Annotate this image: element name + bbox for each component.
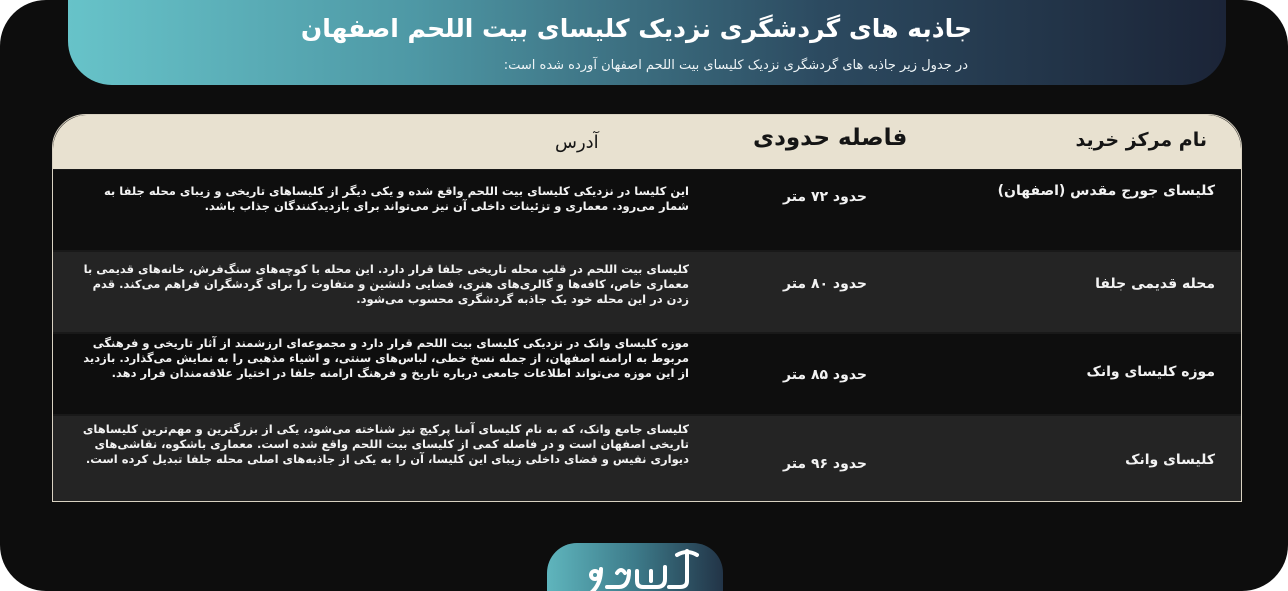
column-header-distance: فاصله حدودی [753, 125, 908, 151]
attraction-distance: حدود ۸۵ متر [783, 367, 867, 383]
attraction-address: کلیسای جامع وانک، که به نام کلیسای آمنا پرکیچ نیز شناخته می‌شود، یکی از بزرگترین و مهم‌ترین کلیساهای تاریخی اصفهان است و در فاصله کمی از کلیسای بیت اللحم واقع شده است. معماری باشکوه، نقاشی‌های دیواری نفیس و فضای داخلی زیبای این کلیسا، آن را به یکی از جاذبه‌های اصلی محله جلفا تبدیل کرده است. [82, 422, 689, 466]
attractions-table [52, 114, 1242, 502]
table-header [53, 115, 1241, 169]
logo-wordmark-icon [547, 543, 723, 591]
attraction-address: موزه کلیسای وانک در نزدیکی کلیسای بیت اللحم قرار دارد و مجموعه‌ای ارزشمند از آثار تاریخی و فرهنگی مربوط به ارامنه اصفهان، از جمله نسخ خطی، لباس‌های سنتی، و اشیاء مذهبی را به نمایش می‌گذارد. بازدید از این موزه می‌تواند اطلاعات جامعی درباره تاریخ و فرهنگ ارامنه جلفا در اختیار علاقه‌مندان قرار دهد. [83, 336, 689, 380]
attraction-distance: حدود ۷۲ متر [783, 189, 867, 205]
attraction-name: کلیسای جورج مقدس (اصفهان) [997, 183, 1215, 199]
attraction-address: این کلیسا در نزدیکی کلیسای بیت اللحم واقع شده و یکی دیگر از کلیساهای تاریخی و زیبای محله جلفا به شمار می‌رود. معماری و تزئینات داخلی آن نیز می‌تواند برای بازدیدکنندگان جذاب باشد. [103, 184, 689, 213]
brand-logo [547, 543, 723, 591]
column-header-name: نام مرکز خرید [1075, 129, 1207, 151]
table-row [53, 252, 1241, 332]
attraction-name: کلیسای وانک [1125, 452, 1215, 468]
table-row [53, 170, 1241, 250]
attraction-name: محله قدیمی جلفا [1095, 276, 1215, 292]
attraction-name: موزه کلیسای وانک [1086, 364, 1215, 380]
page-subtitle: در جدول زیر جاذبه های گردشگری نزدیک کلیسای بیت اللحم اصفهان آورده شده است: [503, 58, 968, 73]
header-banner [68, 0, 1226, 85]
page-title: جاذبه های گردشگری نزدیک کلیسای بیت اللحم اصفهان [300, 14, 972, 43]
column-header-address: آدرس [555, 132, 599, 153]
table-row [53, 334, 1241, 414]
table-row [53, 416, 1241, 501]
attraction-address: کلیسای بیت اللحم در قلب محله تاریخی جلفا قرار دارد. این محله با کوچه‌های سنگ‌فرش، خانه‌های قدیمی با معماری خاص، کافه‌ها و گالری‌های هنری، فضایی دلنشین و متفاوت را برای گردشگران فراهم می‌کند. قدم زدن در این محله خود یک جاذبه گردشگری محسوب می‌شود. [83, 262, 689, 306]
attraction-distance: حدود ۸۰ متر [783, 276, 867, 292]
attraction-distance: حدود ۹۶ متر [783, 456, 867, 472]
